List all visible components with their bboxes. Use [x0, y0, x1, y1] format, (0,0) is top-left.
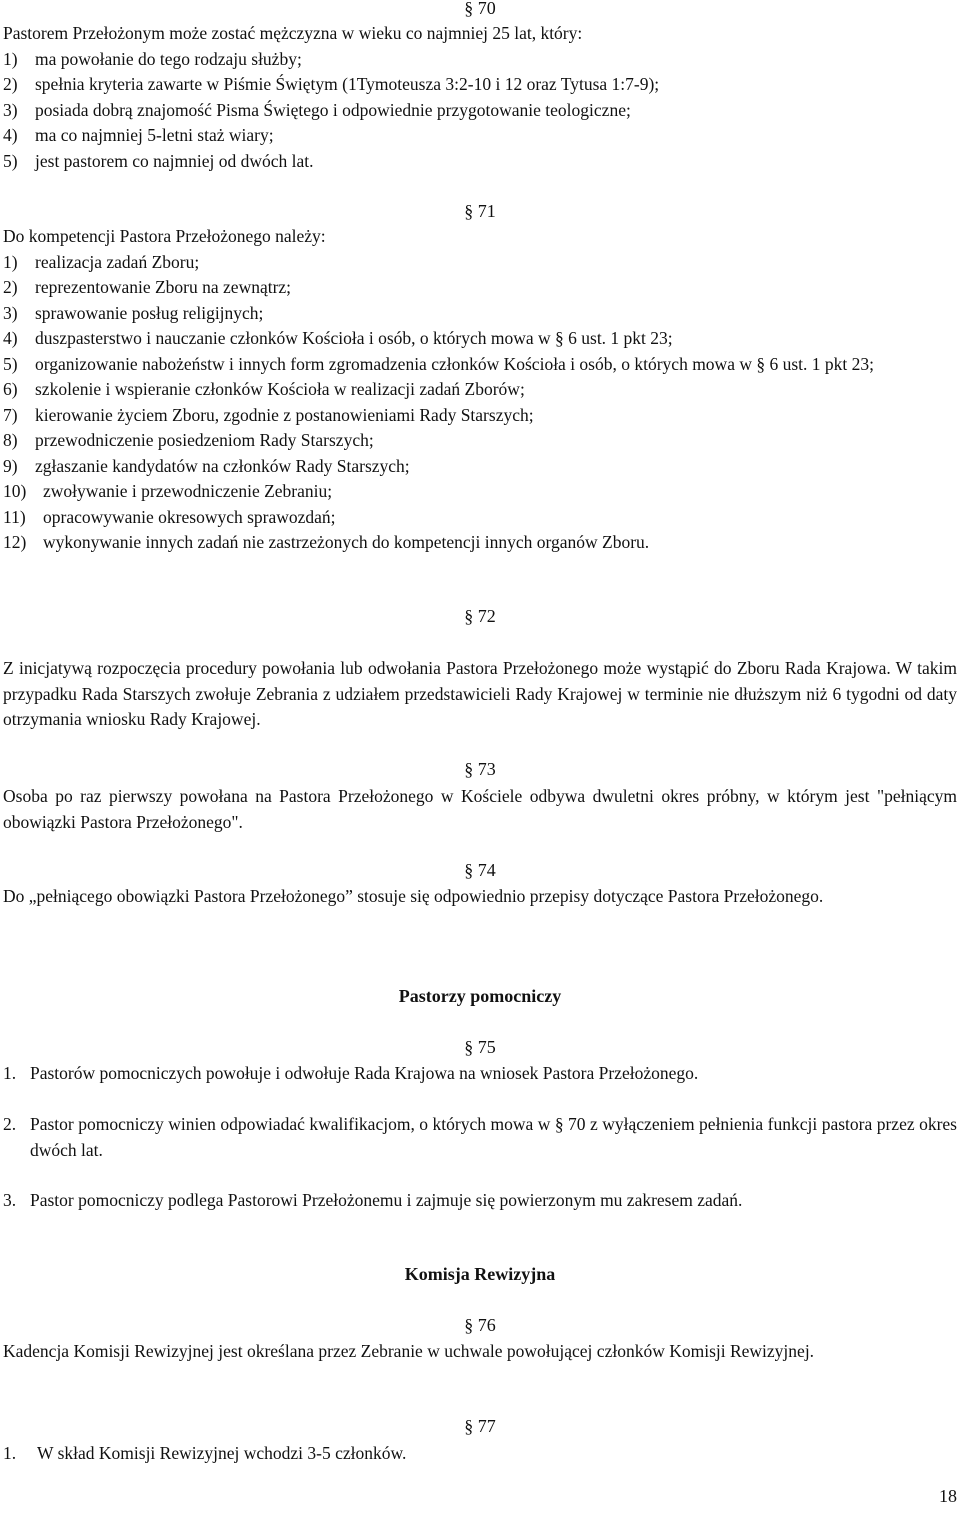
section-72-text: Z inicjatywą rozpoczęcia procedury powołania lub odwołania Pastora Przełożonego może wystąpić do Zboru Rada Krajowa. W takim przypadku Rada Starszych zwołuje Zebrania z udziałem przedstawicieli Rady Krajowej w terminie nie dłuższym niż 6 tygodni od daty otrzymania wniosku Rady Krajowej.: [3, 658, 957, 729]
section-75-body: [3, 1061, 957, 1087]
list-item: 10) zwoływanie i przewodniczenie Zebraniu;: [3, 481, 333, 501]
list-item: 7) kierowanie życiem Zboru, zgodnie z postanowieniami Rady Starszych;: [3, 404, 534, 425]
section-77-heading: § 77: [464, 1416, 496, 1436]
list-item: 3. Pastor pomocniczy podlega Pastorowi Przełożonemu i zajmuje się powierzonym mu zakresem zadań.: [3, 1190, 743, 1210]
list-item: 5) organizowanie nabożeństw i innych form zgromadzenia członków Kościoła i osób, o których mowa w § 6 ust. 1 pkt 23;: [3, 353, 875, 374]
section-71-heading: § 71: [464, 201, 496, 221]
list-item: 2. Pastor pomocniczy winien odpowiadać kwalifikacjom, o których mowa w § 70 z wyłączeniem pełnienia funkcji pastora przez okres dwóch lat.: [3, 1114, 957, 1160]
list-item: 4) ma co najmniej 5-letni staż wiary;: [3, 125, 274, 145]
list-item: 5) jest pastorem co najmniej od dwóch lat.: [3, 150, 314, 171]
section-74-text: Do „pełniącego obowiązki Pastora Przełożonego” stosuje się odpowiednio przepisy dotyczące Pastora Przełożonego.: [3, 886, 824, 906]
section-76-heading: § 76: [464, 1315, 496, 1335]
list-item: 1. W skład Komisji Rewizyjnej wchodzi 3-5 członków.: [3, 1443, 407, 1463]
section-title-komisja: Komisja Rewizyjna: [404, 1264, 556, 1284]
section-73-text: Osoba po raz pierwszy powołana na Pastora Przełożonego w Kościele odbywa dwuletni okres próbny, w którym jest "pełniącym obowiązki Pastora Przełożonego".: [3, 786, 957, 832]
list-item: 9) zgłaszanie kandydatów na członków Rady Starszych;: [3, 455, 410, 476]
section-75-body-3: [3, 1188, 957, 1214]
section-75-heading: § 75: [464, 1037, 496, 1057]
list-item: 4) duszpasterstwo i nauczanie członków Kościoła i osób, o których mowa w § 6 ust. 1 pkt 23;: [3, 328, 673, 348]
section-76-text: Kadencja Komisji Rewizyjnej jest określana przez Zebranie w uchwale powołującej członków Komisji Rewizyjnej.: [3, 1341, 815, 1361]
section-70-intro: Pastorem Przełożonym może zostać mężczyzna w wieku co najmniej 25 lat, który:: [3, 23, 583, 43]
section-75-body-2: [3, 1112, 957, 1163]
list-item: 1. Pastorów pomocniczych powołuje i odwołuje Rada Krajowa na wniosek Pastora Przełożonego.: [3, 1063, 699, 1083]
section-74-heading: § 74: [464, 860, 496, 880]
section-72-heading: § 72: [464, 606, 496, 626]
section-71-intro: Do kompetencji Pastora Przełożonego należy:: [3, 226, 326, 246]
section-70-body: [3, 21, 957, 174]
section-71-body: [3, 224, 957, 556]
section-77-body: [3, 1441, 957, 1467]
list-item: 6) szkolenie i wspieranie członków Kościoła w realizacji zadań Zborów;: [3, 379, 525, 399]
list-item: 1) ma powołanie do tego rodzaju służby;: [3, 48, 302, 69]
list-item: 3) sprawowanie posług religijnych;: [3, 302, 264, 323]
section-73-heading: § 73: [464, 759, 496, 779]
list-item: 8) przewodniczenie posiedzeniom Rady Starszych;: [3, 430, 374, 450]
list-item: 2) spełnia kryteria zawarte w Piśmie Świętym (1Tymoteusza 3:2-10 i 12 oraz Tytusa 1:7-9);: [3, 74, 660, 94]
section-title-pastorzy: Pastorzy pomocniczy: [398, 986, 562, 1006]
list-item: 11) opracowywanie okresowych sprawozdań;: [3, 506, 336, 527]
list-item: 2) reprezentowanie Zboru na zewnątrz;: [3, 277, 292, 297]
list-item: 3) posiada dobrą znajomość Pisma Świętego i odpowiednie przygotowanie teologiczne;: [3, 99, 631, 120]
page-number: 18: [939, 1486, 957, 1506]
section-70-heading: § 70: [464, 0, 496, 18]
list-item: 1) realizacja zadań Zboru;: [3, 251, 200, 272]
list-item: 12) wykonywanie innych zadań nie zastrzeżonych do kompetencji innych organów Zboru.: [3, 532, 650, 552]
